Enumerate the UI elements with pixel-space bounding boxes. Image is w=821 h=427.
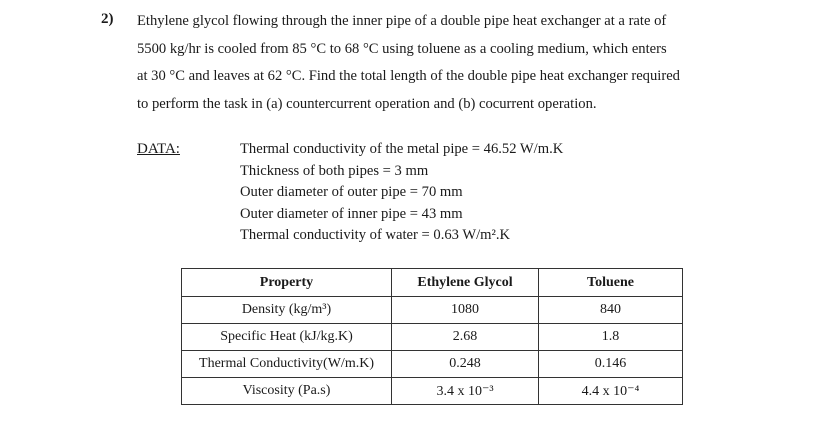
properties-table-wrapper (181, 268, 683, 405)
table-header-row (182, 269, 683, 297)
table-cell: 3.4 x 10⁻³ (392, 378, 539, 405)
table-cell: 840 (539, 297, 683, 324)
question-line: 5500 kg/hr is cooled from 85 °C to 68 °C using toluene as a cooling medium, which enters (137, 40, 667, 57)
table-cell: Density (kg/m³) (182, 297, 392, 324)
table-header-cell: Ethylene Glycol (392, 269, 539, 297)
table-row (182, 324, 683, 351)
data-item: Thermal conductivity of the metal pipe = 46.52 W/m.K (240, 141, 564, 157)
question-number: 2) (101, 11, 114, 27)
table-row (182, 378, 683, 405)
table-cell: 4.4 x 10⁻⁴ (539, 378, 683, 405)
question-line: Ethylene glycol flowing through the inner pipe of a double pipe heat exchanger at a rate of (137, 13, 667, 29)
data-item: Thermal conductivity of water = 0.63 W/m².K (240, 227, 511, 244)
table-cell: 2.68 (392, 324, 539, 351)
table-row (182, 297, 683, 324)
table-header-cell: Toluene (539, 269, 683, 297)
question-text (137, 8, 717, 118)
question-line: at 30 °C and leaves at 62 °C. Find the total length of the double pipe heat exchanger required (137, 68, 680, 84)
table-cell: Viscosity (Pa.s) (182, 378, 392, 405)
table-header-cell: Property (182, 269, 392, 297)
data-item: Thickness of both pipes = 3 mm (240, 162, 429, 179)
data-item: Outer diameter of outer pipe = 70 mm (240, 184, 463, 201)
data-item: Outer diameter of inner pipe = 43 mm (240, 205, 463, 222)
data-list (240, 139, 563, 247)
table-cell: 1.8 (539, 324, 683, 351)
table-cell: 0.248 (392, 351, 539, 378)
table-cell: Specific Heat (kJ/kg.K) (182, 324, 392, 351)
properties-table (181, 268, 683, 405)
table-cell: Thermal Conductivity(W/m.K) (182, 351, 392, 378)
table-cell: 0.146 (539, 351, 683, 378)
table-cell: 1080 (392, 297, 539, 324)
table-row (182, 351, 683, 378)
data-label: DATA: (137, 141, 180, 157)
question-line: to perform the task in (a) countercurrent operation and (b) cocurrent operation. (137, 95, 597, 112)
